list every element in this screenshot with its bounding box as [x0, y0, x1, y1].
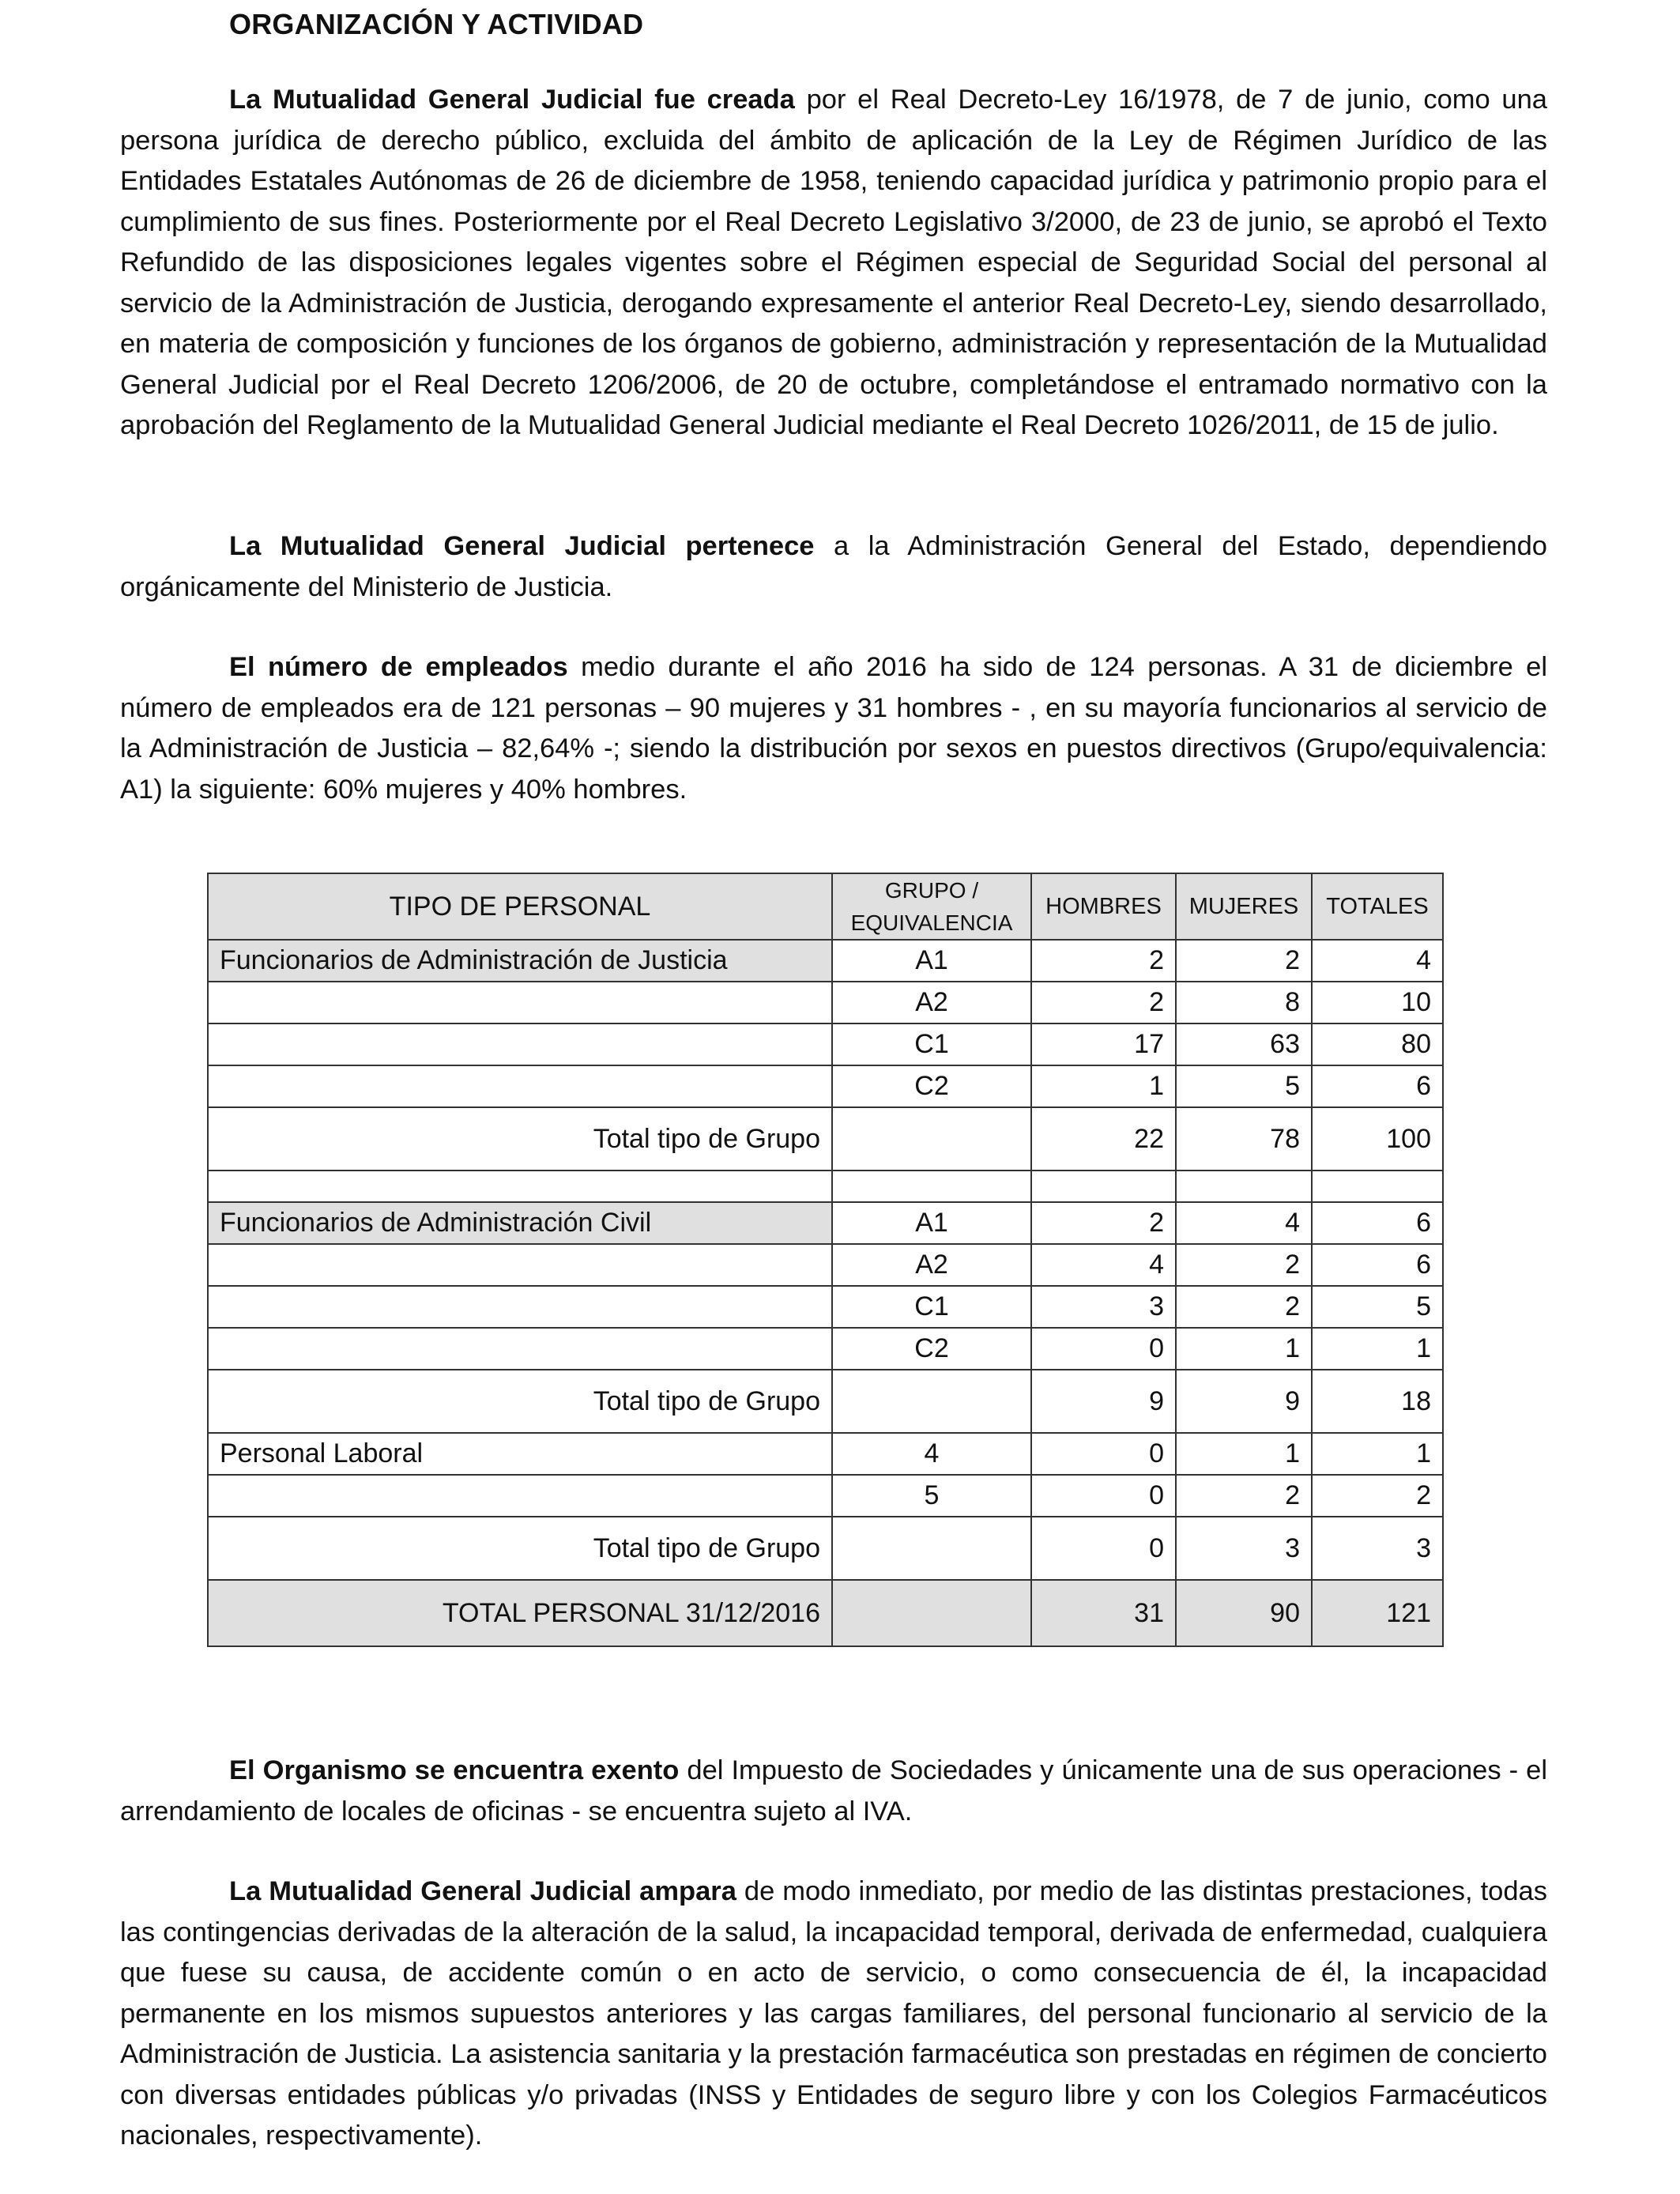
cell-empty: [832, 1517, 1031, 1580]
paragraph-lead: La Mutualidad General Judicial ampara: [229, 1876, 736, 1906]
paragraph-text: a la Administración General del Estado, dependiendo orgánicamente del Ministerio de Justicia.: [120, 531, 1547, 602]
subtotal-label: Total tipo de Grupo: [208, 1107, 832, 1171]
cell-mujeres: 2: [1176, 1286, 1312, 1328]
cell-empty: [208, 1023, 832, 1065]
cell-empty: [832, 1171, 1031, 1202]
cell-hombres: 22: [1031, 1107, 1176, 1171]
paragraph-text: del Impuesto de Sociedades y únicamente una de sus operaciones - el arrendamiento de locales de oficinas - se encuentra sujeto al IVA.: [120, 1755, 1548, 1826]
cell-totales: 100: [1312, 1107, 1443, 1171]
cell-hombres: 31: [1031, 1580, 1176, 1646]
cell-mujeres: 78: [1176, 1107, 1312, 1171]
paragraph-lead: La Mutualidad General Judicial fue creada: [229, 85, 795, 115]
paragraph-text: por el Real Decreto-Ley 16/1978, de 7 de junio, como una persona jurídica de derecho público, excluida del ámbito de aplicación de la Ley de Régimen Jurídico de las Entidades Estatales Autónomas de 26 de diciembre de 1958, teniendo capacidad jurídica y patrimonio propio para el cumplimiento de sus fines. Posteriormente por el Real Decreto Legislativo 3/2000, de 23 de junio, se aprobó el Texto Refundido de las disposiciones legales vigentes sobre el Régimen especial de Seguridad Social del personal al servicio de la Administración de Justicia, derogando expresamente el anterior Real Decreto-Ley, siendo desarrollado, en materia de composición y funciones de los órganos de gobierno, administración y representación de la Mutualidad General Judicial por el Real Decreto 1206/2006, de 20 de octubre, completándose el entramado normativo con la aprobación del Reglamento de la Mutualidad General Judicial mediante el Real Decreto 1026/2011, de 15 de julio.: [120, 85, 1547, 440]
cell-totales: 18: [1312, 1370, 1443, 1433]
cell-grupo: C2: [832, 1328, 1031, 1370]
cell-hombres: 2: [1031, 940, 1176, 982]
paragraph-creation: [120, 80, 1547, 447]
cell-mujeres: 2: [1176, 1244, 1312, 1286]
cell-grupo: C2: [832, 1065, 1031, 1107]
cell-mujeres: 90: [1176, 1580, 1312, 1646]
cell-totales: 6: [1312, 1065, 1443, 1107]
cell-mujeres: 5: [1176, 1065, 1312, 1107]
cell-mujeres: 4: [1176, 1202, 1312, 1244]
cell-hombres: 2: [1031, 982, 1176, 1023]
table-row: [208, 1328, 1443, 1370]
header-totales: TOTALES: [1312, 873, 1443, 940]
paragraph-lead: El número de empleados: [229, 652, 568, 682]
page-title: ORGANIZACIÓN Y ACTIVIDAD: [229, 8, 644, 40]
paragraph-coverage: [120, 1872, 1547, 2157]
cell-empty: [208, 1065, 832, 1107]
paragraph-text: medio durante el año 2016 ha sido de 124 personas. A 31 de diciembre el número de empleados era de 121 personas – 90 mujeres y 31 hombres - , en su mayoría funcionarios al servicio de la Administración de Justicia – 82,64% -; siendo la distribución por sexos en puestos directivos (Grupo/equivalencia: A1) la siguiente: 60% mujeres y 40% hombres.: [120, 652, 1547, 805]
cell-hombres: 1: [1031, 1065, 1176, 1107]
cell-grupo: A1: [832, 1202, 1031, 1244]
section-label: Funcionarios de Administración de Justicia: [208, 940, 832, 982]
subtotal-label: Total tipo de Grupo: [208, 1517, 832, 1580]
table-row: [208, 1433, 1443, 1475]
cell-totales: 1: [1312, 1328, 1443, 1370]
cell-mujeres: 1: [1176, 1328, 1312, 1370]
cell-totales: 1: [1312, 1433, 1443, 1475]
cell-empty: [832, 1107, 1031, 1171]
subtotal-row: [208, 1107, 1443, 1171]
cell-totales: 2: [1312, 1475, 1443, 1517]
table-header-row: [208, 873, 1443, 940]
grand-total-label: TOTAL PERSONAL 31/12/2016: [208, 1580, 832, 1646]
cell-grupo: 4: [832, 1433, 1031, 1475]
table-row: [208, 1286, 1443, 1328]
cell-mujeres: 1: [1176, 1433, 1312, 1475]
table-row: [208, 1065, 1443, 1107]
table-row: [208, 1475, 1443, 1517]
cell-mujeres: 63: [1176, 1023, 1312, 1065]
grand-total-row: [208, 1580, 1443, 1646]
cell-mujeres: 9: [1176, 1370, 1312, 1433]
header-hombres: HOMBRES: [1031, 873, 1176, 940]
header-tipo: TIPO DE PERSONAL: [208, 873, 832, 940]
cell-hombres: 9: [1031, 1370, 1176, 1433]
cell-empty: [208, 1286, 832, 1328]
cell-empty: [208, 1475, 832, 1517]
cell-mujeres: 3: [1176, 1517, 1312, 1580]
cell-hombres: 2: [1031, 1202, 1176, 1244]
cell-totales: 80: [1312, 1023, 1443, 1065]
cell-totales: 6: [1312, 1202, 1443, 1244]
paragraph-lead: La Mutualidad General Judicial pertenece: [229, 531, 815, 561]
section-label: Funcionarios de Administración Civil: [208, 1202, 832, 1244]
cell-totales: 6: [1312, 1244, 1443, 1286]
table-row: [208, 940, 1443, 982]
cell-empty: [208, 1244, 832, 1286]
cell-mujeres: 8: [1176, 982, 1312, 1023]
cell-mujeres: 2: [1176, 940, 1312, 982]
cell-hombres: 3: [1031, 1286, 1176, 1328]
table-row: [208, 982, 1443, 1023]
cell-empty: [1031, 1171, 1176, 1202]
paragraph-tax: [120, 1751, 1547, 1832]
cell-empty: [1312, 1171, 1443, 1202]
cell-grupo: A2: [832, 1244, 1031, 1286]
cell-empty: [208, 1171, 832, 1202]
cell-mujeres: 2: [1176, 1475, 1312, 1517]
cell-empty: [832, 1370, 1031, 1433]
subtotal-label: Total tipo de Grupo: [208, 1370, 832, 1433]
cell-grupo: A2: [832, 982, 1031, 1023]
paragraph-employees: [120, 647, 1547, 810]
cell-hombres: 0: [1031, 1433, 1176, 1475]
subtotal-row: [208, 1517, 1443, 1580]
cell-grupo: C1: [832, 1286, 1031, 1328]
cell-totales: 10: [1312, 982, 1443, 1023]
paragraph-lead: El Organismo se encuentra exento: [229, 1755, 680, 1785]
paragraph-affiliation: [120, 526, 1547, 608]
cell-hombres: 0: [1031, 1328, 1176, 1370]
header-grupo: GRUPO / EQUIVALENCIA: [832, 873, 1031, 940]
cell-hombres: 0: [1031, 1475, 1176, 1517]
staff-table: [207, 873, 1444, 1647]
cell-empty: [208, 1328, 832, 1370]
cell-grupo: C1: [832, 1023, 1031, 1065]
table-row: [208, 1202, 1443, 1244]
table-row: [208, 1244, 1443, 1286]
subtotal-row: [208, 1370, 1443, 1433]
cell-totales: 4: [1312, 940, 1443, 982]
cell-empty: [1176, 1171, 1312, 1202]
cell-totales: 121: [1312, 1580, 1443, 1646]
cell-hombres: 0: [1031, 1517, 1176, 1580]
cell-totales: 3: [1312, 1517, 1443, 1580]
table-row: [208, 1023, 1443, 1065]
section-label: Personal Laboral: [208, 1433, 832, 1475]
cell-grupo: A1: [832, 940, 1031, 982]
header-mujeres: MUJERES: [1176, 873, 1312, 940]
paragraph-text: de modo inmediato, por medio de las distintas prestaciones, todas las contingencias derivadas de la alteración de la salud, la incapacidad temporal, derivada de enfermedad, cualquiera que fuese su causa, de accidente común o en acto de servicio, o como consecuencia de él, la incapacidad permanente en los mismos supuestos anteriores y las cargas familiares, del personal funcionario al servicio de la Administración de Justicia. La asistencia sanitaria y la prestación farmacéutica son prestadas en régimen de concierto con diversas entidades públicas y/o privadas (INSS y Entidades de seguro libre y con los Colegios Farmacéuticos nacionales, respectivamente).: [120, 1876, 1547, 2151]
cell-grupo: 5: [832, 1475, 1031, 1517]
cell-hombres: 17: [1031, 1023, 1176, 1065]
cell-empty: [208, 982, 832, 1023]
cell-hombres: 4: [1031, 1244, 1176, 1286]
cell-empty: [832, 1580, 1031, 1646]
cell-totales: 5: [1312, 1286, 1443, 1328]
spacer-row: [208, 1171, 1443, 1202]
